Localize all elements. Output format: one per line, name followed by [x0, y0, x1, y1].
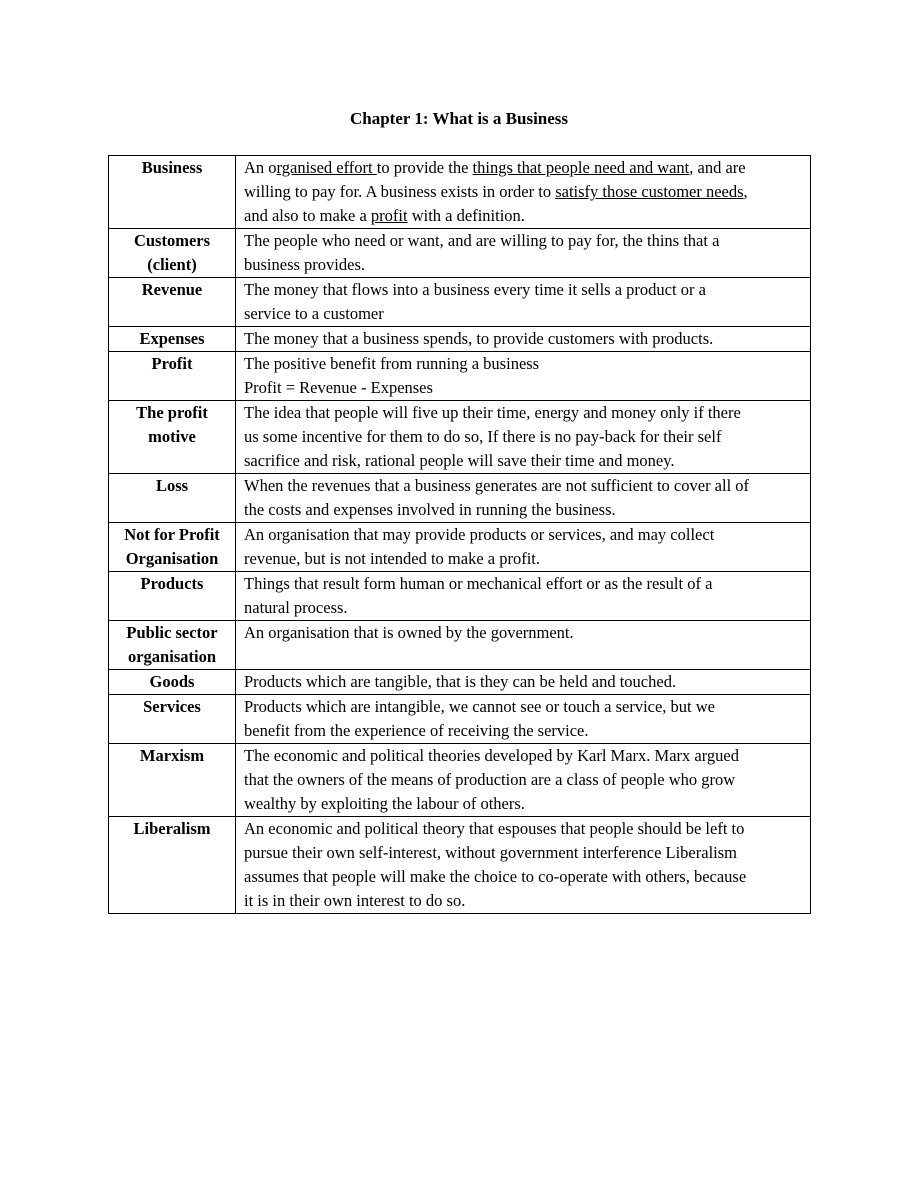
definition-line — [244, 449, 804, 473]
definition-text: An organisation that may provide products or services, and may collect — [244, 525, 715, 544]
definition-text: The money that a business spends, to provide customers with products. — [244, 329, 714, 348]
underlined-text: satisfy those customer needs — [555, 182, 744, 201]
definition-text: pursue their own self-interest, without government interference Liberalism — [244, 843, 738, 862]
definition-cell — [236, 817, 811, 914]
underlined-text: profit — [370, 206, 408, 225]
underlined-text: rganised effort — [276, 158, 377, 177]
definition-text: Things that result form human or mechanical effort or as the result of a — [244, 574, 713, 593]
term-text: organisation — [127, 647, 216, 666]
term-cell — [109, 327, 236, 352]
definition-cell — [236, 352, 811, 401]
definition-line — [244, 425, 804, 449]
definition-line — [244, 376, 804, 400]
table-row — [109, 744, 811, 817]
term-text: Revenue — [141, 280, 203, 299]
definition-text: Products which are intangible, we cannot see or touch a service, but we — [244, 697, 716, 716]
table-row — [109, 352, 811, 401]
table-row — [109, 670, 811, 695]
definition-line — [244, 841, 804, 865]
definition-text: Profit = Revenue - Expenses — [244, 378, 433, 397]
table-row — [109, 572, 811, 621]
definition-text: and also to make a — [244, 206, 371, 225]
term-text: Loss — [155, 476, 189, 495]
glossary-table — [108, 155, 811, 914]
term-text: Products — [140, 574, 204, 593]
table-row — [109, 523, 811, 572]
definition-line — [244, 229, 804, 253]
definition-text: An economic and political theory that espouses that people should be left to — [244, 819, 745, 838]
definition-text: service to a customer — [244, 304, 384, 323]
term-text: motive — [148, 427, 196, 446]
definition-line — [244, 744, 804, 768]
definition-line — [244, 474, 804, 498]
term-cell — [109, 229, 236, 278]
definition-text: to provide the — [376, 158, 473, 177]
definition-text: The positive benefit from running a business — [244, 354, 540, 373]
definition-cell — [236, 695, 811, 744]
definition-cell — [236, 327, 811, 352]
definition-text: that the owners of the means of production are a class of people who grow — [244, 770, 736, 789]
underlined-text: things that people need and want — [472, 158, 690, 177]
term-text: Business — [141, 158, 203, 177]
definition-text: sacrifice and risk, rational people will save their time and money. — [244, 451, 675, 470]
definition-cell — [236, 156, 811, 229]
term-text: Customers — [133, 231, 211, 250]
term-cell — [109, 474, 236, 523]
definition-line — [244, 523, 804, 547]
definition-text: us some incentive for them to do so, If there is no pay-back for their self — [244, 427, 722, 446]
definition-text: wealthy by exploiting the labour of others. — [244, 794, 525, 813]
definition-text: An o — [244, 158, 277, 177]
definition-line — [244, 547, 804, 571]
table-row — [109, 401, 811, 474]
definition-line — [244, 596, 804, 620]
table-row — [109, 817, 811, 914]
term-text: The profit — [136, 403, 208, 422]
term-cell — [109, 695, 236, 744]
definition-text: , — [743, 182, 748, 201]
term-text: Not for Profit — [124, 525, 220, 544]
definition-line — [244, 621, 804, 645]
definition-line — [244, 401, 804, 425]
definition-line — [244, 253, 804, 277]
term-cell — [109, 352, 236, 401]
term-text: Public sector — [126, 623, 218, 642]
definition-text: benefit from the experience of receiving the service. — [244, 721, 589, 740]
definition-line — [244, 352, 804, 376]
definition-text: The money that flows into a business every time it sells a product or a — [244, 280, 706, 299]
definition-line — [244, 180, 804, 204]
term-cell — [109, 744, 236, 817]
definition-cell — [236, 278, 811, 327]
definition-text: revenue, but is not intended to make a profit. — [244, 549, 541, 568]
definition-line — [244, 204, 804, 228]
definition-line — [244, 670, 804, 694]
term-cell — [109, 401, 236, 474]
definition-line — [244, 695, 804, 719]
definition-text: , and are — [689, 158, 746, 177]
definition-cell — [236, 744, 811, 817]
definition-line — [244, 768, 804, 792]
term-text: Organisation — [125, 549, 219, 568]
definition-text: with a definition. — [407, 206, 525, 225]
term-cell — [109, 523, 236, 572]
table-row — [109, 156, 811, 229]
definition-text: the costs and expenses involved in running the business. — [244, 500, 616, 519]
term-cell — [109, 670, 236, 695]
term-text: Expenses — [139, 329, 205, 348]
definition-text: The people who need or want, and are willing to pay for, the thins that a — [244, 231, 720, 250]
definition-text: Products which are tangible, that is they can be held and touched. — [244, 672, 677, 691]
definition-line — [244, 889, 804, 913]
term-text: Services — [143, 697, 201, 716]
definition-cell — [236, 229, 811, 278]
definition-line — [244, 278, 804, 302]
definition-cell — [236, 572, 811, 621]
definition-line — [244, 302, 804, 326]
term-text: Liberalism — [133, 819, 211, 838]
definition-text: An organisation that is owned by the government. — [244, 623, 574, 642]
term-text: Goods — [149, 672, 195, 691]
table-row — [109, 695, 811, 744]
definition-line — [244, 156, 804, 180]
term-text: Profit — [151, 354, 193, 373]
definition-cell — [236, 474, 811, 523]
definition-text: willing to pay for. A business exists in order to — [244, 182, 556, 201]
definition-cell — [236, 523, 811, 572]
definition-text: When the revenues that a business generates are not sufficient to cover all of — [244, 476, 750, 495]
definition-text: The economic and political theories developed by Karl Marx. Marx argued — [244, 746, 739, 765]
definition-cell — [236, 670, 811, 695]
definition-line — [244, 327, 804, 351]
definition-cell — [236, 621, 811, 670]
page-title: Chapter 1: What is a Business — [349, 109, 569, 128]
definition-text: The idea that people will five up their time, energy and money only if there — [244, 403, 741, 422]
term-cell — [109, 572, 236, 621]
table-row — [109, 327, 811, 352]
definition-text: business provides. — [244, 255, 365, 274]
table-row — [109, 474, 811, 523]
term-text: (client) — [147, 255, 197, 274]
table-row — [109, 621, 811, 670]
table-row — [109, 229, 811, 278]
definition-cell — [236, 401, 811, 474]
glossary-table-body — [109, 156, 811, 914]
table-row — [109, 278, 811, 327]
term-cell — [109, 621, 236, 670]
term-cell — [109, 278, 236, 327]
term-cell — [109, 156, 236, 229]
definition-line — [244, 792, 804, 816]
definition-line — [244, 817, 804, 841]
definition-line — [244, 572, 804, 596]
definition-text: it is in their own interest to do so. — [244, 891, 466, 910]
definition-line — [244, 719, 804, 743]
definition-text: natural process. — [244, 598, 348, 617]
definition-line — [244, 865, 804, 889]
definition-line — [244, 498, 804, 522]
term-cell — [109, 817, 236, 914]
term-text: Marxism — [139, 746, 205, 765]
definition-text: assumes that people will make the choice to co-operate with others, because — [244, 867, 747, 886]
